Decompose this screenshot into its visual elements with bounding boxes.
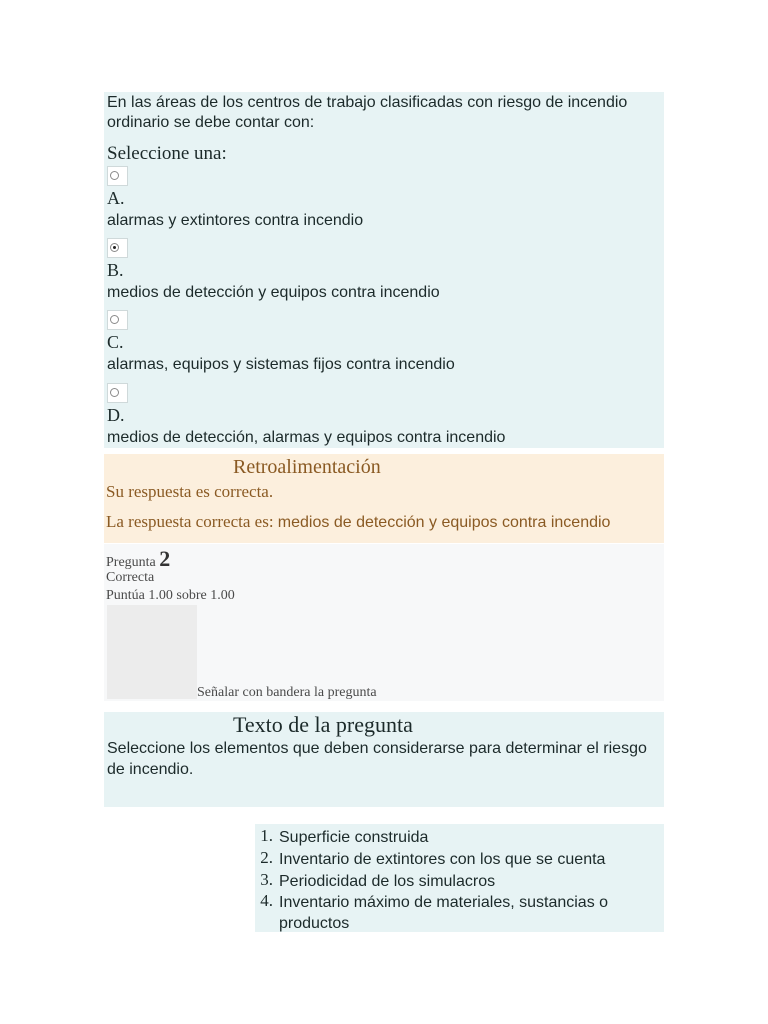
flag-question-link[interactable]: Señalar con bandera la pregunta [197, 685, 377, 700]
question-2-info [104, 544, 664, 701]
option-d-letter: D. [107, 405, 125, 425]
radio-box-a[interactable] [107, 166, 128, 186]
option-c-letter: C. [107, 332, 124, 352]
flag-icon-area[interactable] [107, 605, 197, 699]
radio-d-icon[interactable] [110, 388, 119, 397]
select-one-prompt: Seleccione una: [107, 143, 227, 164]
radio-b-selected-icon[interactable] [110, 243, 119, 252]
feedback-correct-prefix: La respuesta correcta es: [106, 512, 278, 531]
option-d-text: medios de detección, alarmas y equipos contra incendio [107, 429, 506, 446]
option-b-text: medios de detección y equipos contra incendio [107, 284, 440, 301]
option-b-letter: B. [107, 260, 124, 280]
feedback-title: Retroalimentación [233, 456, 381, 478]
radio-c-icon[interactable] [110, 315, 119, 324]
feedback-correct-answer-text: medios de detección y equipos contra incendio [277, 514, 611, 531]
list-item-number: 3. [260, 870, 273, 889]
list-item-text: Periodicidad de los simulacros [279, 873, 496, 890]
feedback-result: Su respuesta es correcta. [106, 482, 274, 501]
question-2-block [104, 712, 664, 807]
list-item-text: Inventario máximo de materiales, sustancias o productos [279, 894, 609, 932]
list-item-number: 2. [260, 848, 273, 867]
list-item-text: Inventario de extintores con los que se cuenta [279, 851, 606, 868]
list-item-text: Superficie construida [279, 829, 429, 846]
feedback-panel [104, 454, 664, 543]
question-label: Pregunta [106, 555, 156, 570]
question-1-text: En las áreas de los centros de trabajo clasificadas con riesgo de incendio ordinario se debe contar con: [107, 94, 628, 131]
list-item-number: 4. [260, 891, 273, 910]
list-item-number: 1. [260, 826, 273, 845]
option-c-text: alarmas, equipos y sistemas fijos contra incendio [107, 356, 455, 373]
radio-box-d[interactable] [107, 383, 128, 403]
question-2-items [255, 824, 664, 932]
radio-a-icon[interactable] [110, 171, 119, 180]
question-grade: Puntúa 1.00 sobre 1.00 [106, 588, 235, 603]
question-state: Correcta [106, 570, 155, 585]
question-number-value: 2 [159, 546, 171, 571]
question-2-text: Seleccione los elementos que deben considerarse para determinar el riesgo de incendio. [107, 740, 647, 778]
feedback-correct-answer [106, 512, 610, 532]
question-number [106, 546, 170, 572]
option-a-text: alarmas y extintores contra incendio [107, 212, 364, 229]
question-1-block [104, 92, 664, 448]
option-a-letter: A. [107, 188, 125, 208]
radio-box-c[interactable] [107, 310, 128, 330]
radio-box-b[interactable] [107, 238, 128, 258]
question-2-title: Texto de la pregunta [233, 712, 413, 737]
